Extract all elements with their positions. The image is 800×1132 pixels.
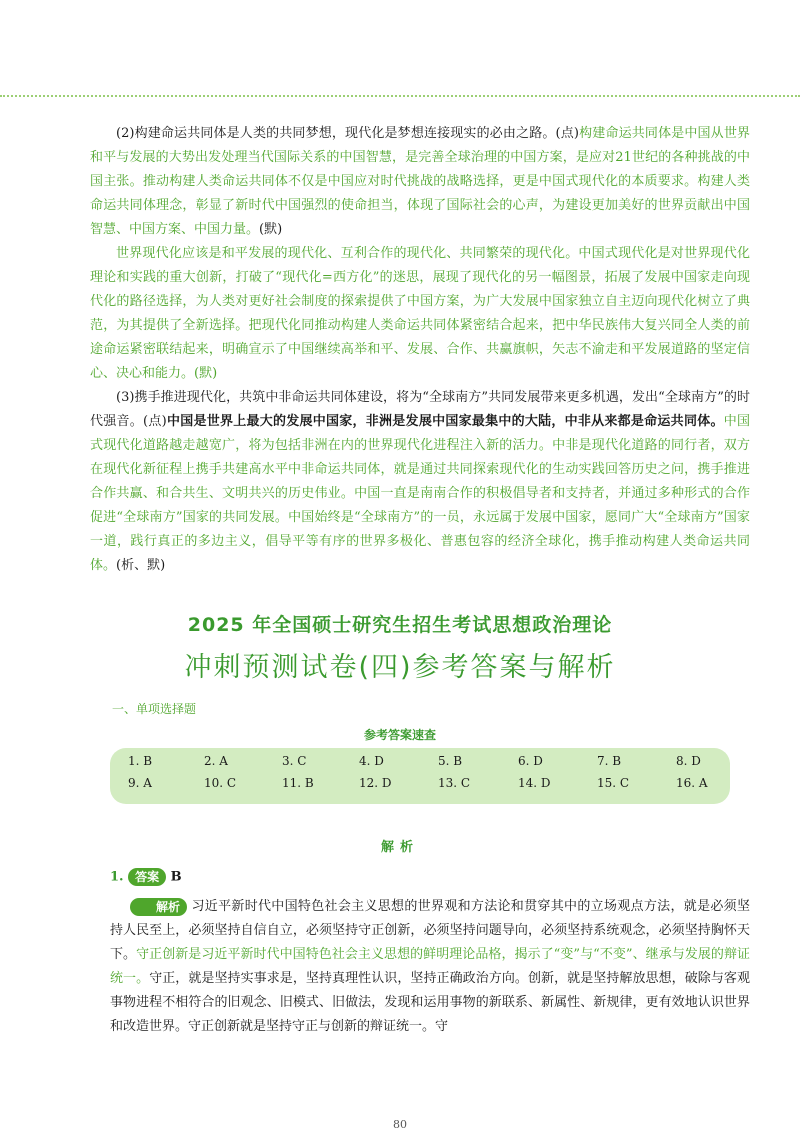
answer-item: 6. D — [518, 754, 543, 768]
answer-value: B — [170, 869, 182, 885]
answer-item: 10. C — [204, 776, 237, 790]
quick-answer-heading: 参考答案速查 — [363, 728, 436, 742]
explanation-badge: 解析 — [130, 898, 188, 916]
paragraph-q3: (3)携手推进现代化，共筑中非命运共同体建设，将为“全球南方”共同发展带来更多机遇，发出“全球南方”的时代强音。(点)中国是世界上最大的发展中国家，非洲是发展中国家最集中的大陆，中非从来都是命运共同体。中国式现代化道路越走越宽广，将为包括非洲在内的世界现代化进程注入新的活力。中非是现代化道路的同行者，双方在现代化新征程上携手共建高水平中非命运共同体，就是通过共同探索现代化的生动实践回答历史之问，携手推进合作共赢、和合共生、文明共兴的历史伟业。中国一直是南南合作的积极倡导者和支持者，并通过多种形式的合作促进“全球南方”国家的共同发展。中国始终是“全球南方”的一员，永远属于发展中国家，愿同广大“全球南方”国家一道，践行真正的多边主义，倡导平等有序的世界多极化、普惠包容的经济全球化，携手推动构建人类命运共同体。(析、默) — [90, 390, 750, 573]
paragraph-q2-part2: 世界现代化应该是和平发展的现代化、互利合作的现代化、共同繁荣的现代化。中国式现代化是对世界现代化理论和实践的重大创新，打破了“现代化=西方化”的迷思，展现了现代化的另一幅图景，拓展了发展中国家走向现代化的路径选择，为人类对更好社会制度的探索提供了中国方案，为广大发展中国家独立自主迈向现代化树立了典范，为其提供了全新选择。把现代化同推动构建人类命运共同体紧密结合起来，把中华民族伟大复兴同全人类的前途命运紧密联结起来，明确宣示了中国继续高举和平、发展、合作、共赢旗帜，矢志不渝走和平发展道路的坚定信心、决心和能力。(默) — [90, 246, 750, 381]
section-answer-2-3 — [90, 122, 750, 578]
header-dotted-divider — [0, 95, 800, 97]
answer-item: 1. B — [128, 754, 153, 768]
answer-badge: 答案 — [128, 868, 166, 886]
answer-item: 2. A — [204, 754, 228, 768]
answer-item: 8. D — [676, 754, 701, 768]
answer-item: 3. C — [282, 754, 307, 768]
answer-item: 5. B — [438, 754, 463, 768]
answer-item: 9. A — [128, 776, 152, 790]
paragraph-q2-part1: (2)构建命运共同体是人类的共同梦想，现代化是梦想连接现实的必由之路。(点)构建命运共同体是中国从世界和平与发展的大势出发处理当代国际关系的中国智慧，是完善全球治理的中国方案，是应对21世纪的各种挑战的中国主张。推动构建人类命运共同体不仅是中国应对时代挑战的战略选择，更是中国式现代化的本质要求。构建人类命运共同体理念，彰显了新时代中国强烈的使命担当，体现了国际社会的心声，为建设更加美好的世界贡献出中国智慧、中国方案、中国力量。(默) — [90, 126, 750, 237]
question-1-answer — [110, 868, 182, 886]
answer-key-grid — [128, 754, 728, 798]
answer-item: 4. D — [359, 754, 384, 768]
exam-title-line2: 冲刺预测试卷(四)参考答案与解析 — [184, 652, 616, 683]
answer-item: 11. B — [282, 776, 314, 790]
explanation-paragraph: 解析 习近平新时代中国特色社会主义思想的世界观和方法论和贯穿其中的立场观点方法，就是必须坚持人民至上，必须坚持自信自立，必须坚持守正创新，必须坚持问题导向，必须坚持系统观念，必须坚持胸怀天下。守正创新是习近平新时代中国特色社会主义思想的鲜明理论品格，揭示了“变”与“不变”、继承与发展的辩证统一。守正，就是坚持实事求是，坚持真理性认识，坚持正确政治方向。创新，就是坚持解放思想，破除与客观事物进程不相符合的旧观念、旧模式、旧做法，发现和运用事物的新联系、新属性、新规律，更有效地认识世界和改造世界。守正创新就是坚持守正与创新的辩证统一。守 — [110, 899, 750, 1034]
answer-item: 12. D — [359, 776, 392, 790]
answer-row-2 — [128, 776, 728, 798]
answer-row-1 — [128, 754, 728, 776]
answer-item: 16. A — [676, 776, 708, 790]
answer-item: 15. C — [597, 776, 630, 790]
answer-item: 7. B — [597, 754, 622, 768]
question-1-explanation — [110, 895, 750, 1039]
analysis-heading: 解析 — [380, 840, 419, 855]
section-subheading: 一、单项选择题 — [112, 702, 197, 716]
exam-title-line1: 2025 年全国硕士研究生招生考试思想政治理论 — [187, 614, 613, 636]
answer-item: 14. D — [518, 776, 551, 790]
page-number: 80 — [393, 1118, 407, 1131]
question-number: 1. — [110, 869, 124, 885]
answer-item: 13. C — [438, 776, 471, 790]
